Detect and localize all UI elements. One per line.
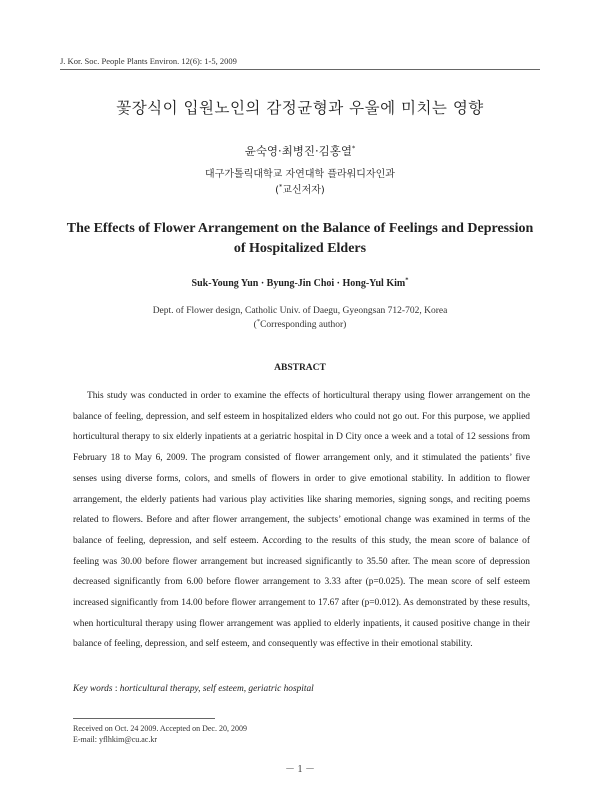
- korean-authors-marker: *: [352, 144, 356, 153]
- korean-corresponding-note: [60, 181, 540, 196]
- english-corresponding-note: [60, 317, 540, 330]
- keywords-line: [73, 684, 314, 694]
- abstract-body: This study was conducted in order to examine the effects of horticultural therapy using flower arrangement on the balance of feeling, depression, and self esteem in hospitalized elders who could not go out. For this purpose, we applied horticultural therapy to six elderly inpatients at a geriatric hospital in D City once a week and a total of 12 sessions from February 18 to May 6, 2009. The program consisted of flower arrangement only, and it stimulated the patients’ five senses using diverse forms, colors, and smells of flowers in order to give emotional stability. In addition to flower arrangement, the elderly patients had various play activities like sharing memories, signing songs, and reciting poems related to flowers. Before and after flower arrangement, the subjects’ emotional change was examined in terms of the balance of feeling, depression, and self esteem. According to the results of this study, the mean score of balance of feeling was 30.00 before flower arrangement but increased significantly to 35.50 after. The mean score of depression decreased significantly from 6.00 before flower arrangement to 3.33 after (p=0.025). The mean score of self esteem increased significantly from 14.00 before flower arrangement to 17.67 after (p=0.012). As demonstrated by these results, when horticultural therapy using flower arrangement was applied to elderly inpatients, it caused positive change in their balance of feeling, depression, and self esteem, and consequently was effective in their emotional stability.: [73, 391, 530, 650]
- abstract-heading: ABSTRACT: [274, 363, 326, 373]
- keywords-text: horticultural therapy, self esteem, geriatric hospital: [119, 684, 314, 694]
- header-rule: [60, 69, 540, 70]
- keywords-label: Key words: [73, 684, 113, 694]
- english-corresponding-open: (: [253, 320, 257, 330]
- korean-title: 꽃장식이 입원노인의 감정균형과 우울에 미치는 영향: [116, 99, 484, 117]
- received-footnote: Received on Oct. 24 2009. Accepted on Dec. 20, 2009: [73, 724, 247, 733]
- footnote-rule: [73, 718, 215, 719]
- english-title: The Effects of Flower Arrangement on the Balance of Feelings and Depression of Hospitalized Elders: [66, 221, 534, 256]
- english-corresponding-text: Corresponding author): [260, 320, 347, 330]
- korean-affiliation: 대구가톨릭대학교 자연대학 플라워디자인과: [205, 169, 395, 180]
- korean-authors-names: 윤숙영·최병진·김홍열: [244, 144, 353, 158]
- korean-corresponding-marker: *: [279, 182, 283, 191]
- korean-corresponding-open: (: [275, 185, 280, 196]
- korean-authors: [60, 143, 540, 159]
- english-authors-marker: *: [405, 276, 409, 284]
- page-number: － 1 －: [285, 764, 315, 775]
- email-footnote: E-mail: yflhkim@cu.ac.kr: [73, 735, 158, 744]
- keywords-separator: :: [112, 684, 120, 694]
- korean-corresponding-text: 교신저자): [282, 185, 325, 196]
- english-authors-names: Suk-Young Yun · Byung-Jin Choi · Hong-Yul Kim: [191, 278, 406, 289]
- running-head: J. Kor. Soc. People Plants Environ. 12(6): 1-5, 2009: [60, 56, 237, 66]
- english-authors: [60, 278, 540, 289]
- english-corresponding-marker: *: [256, 317, 261, 325]
- english-affiliation: Dept. of Flower design, Catholic Univ. of Daegu, Gyeongsan 712-702, Korea: [152, 306, 448, 316]
